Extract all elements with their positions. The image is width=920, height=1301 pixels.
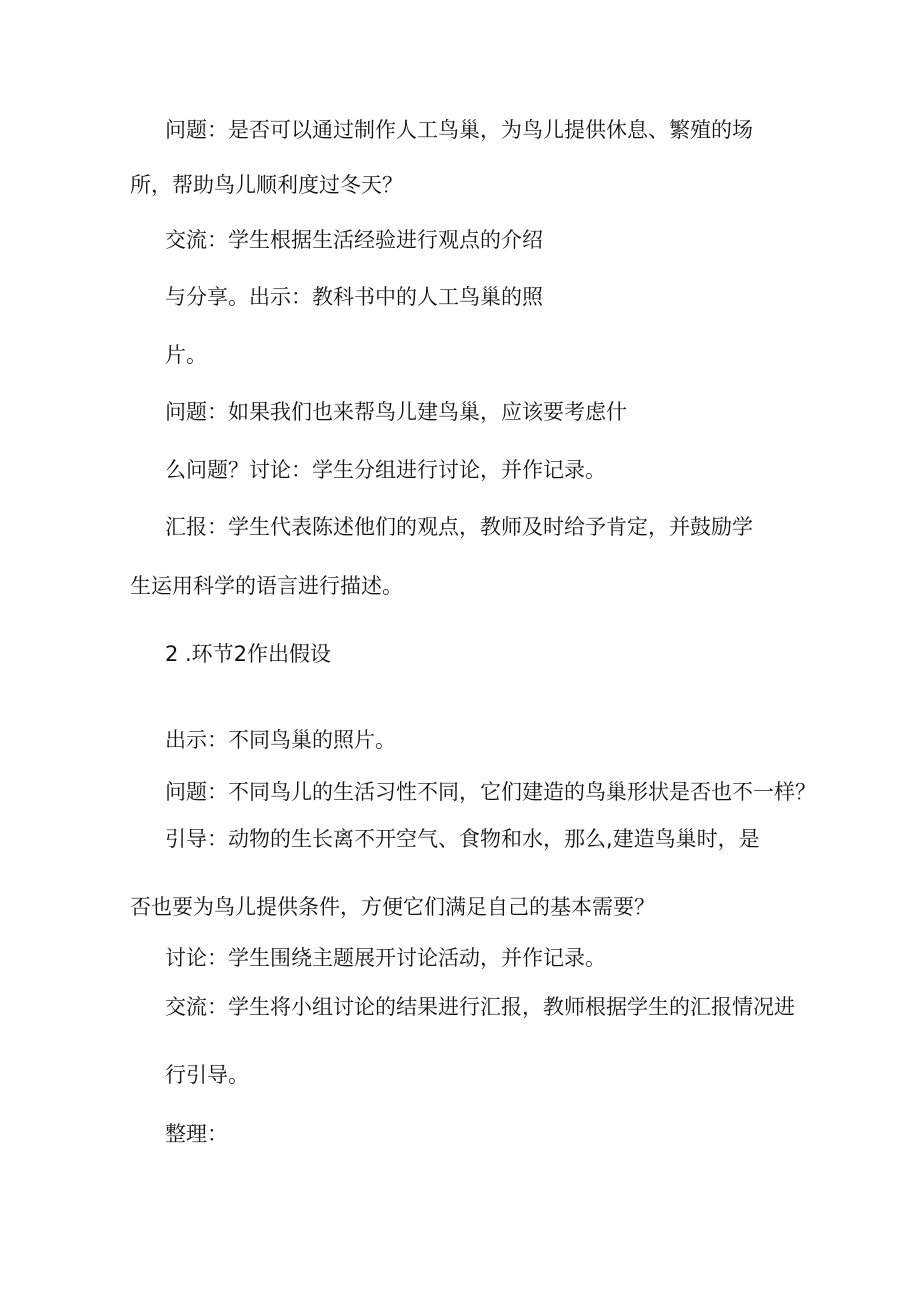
paragraph-line-5: 片。 xyxy=(165,343,207,367)
paragraph-line-17: 整理： xyxy=(165,1122,228,1146)
paragraph-line-13: 否也要为鸟儿提供条件，方便它们满足自己的基本需要？ xyxy=(130,895,655,919)
section-title: .环节2作出假设 xyxy=(185,642,332,666)
paragraph-line-2: 所，帮助鸟儿顺利度过冬天？ xyxy=(130,173,403,197)
paragraph-line-6: 问题：如果我们也来帮鸟儿建鸟巢，应该要考虑什 xyxy=(165,400,627,424)
paragraph-line-7: 么问题？讨论：学生分组进行讨论，并作记录。 xyxy=(165,458,606,482)
paragraph-line-12: 引导：动物的生长离不开空气、食物和水，那么,建造鸟巢时，是 xyxy=(165,827,760,851)
paragraph-line-4: 与分享。出示：教科书中的人工鸟巢的照 xyxy=(165,285,543,309)
paragraph-line-3: 交流：学生根据生活经验进行观点的介绍 xyxy=(165,228,543,252)
section-number: 2 xyxy=(165,642,179,666)
paragraph-line-10: 出示：不同鸟巢的照片。 xyxy=(165,728,396,752)
paragraph-line-16: 行引导。 xyxy=(165,1063,249,1087)
paragraph-line-15: 交流：学生将小组讨论的结果进行汇报，教师根据学生的汇报情况进 xyxy=(165,995,795,1019)
section-heading xyxy=(165,640,331,668)
paragraph-line-9: 生运用科学的语言进行描述。 xyxy=(130,574,403,598)
paragraph-line-8: 汇报：学生代表陈述他们的观点，教师及时给予肯定，并鼓励学 xyxy=(165,515,753,539)
paragraph-line-11: 问题：不同鸟儿的生活习性不同，它们建造的鸟巢形状是否也不一样？ xyxy=(165,780,816,804)
paragraph-line-14: 讨论：学生围绕主题展开讨论活动，并作记录。 xyxy=(165,946,606,970)
paragraph-line-1: 问题：是否可以通过制作人工鸟巢，为鸟儿提供休息、繁殖的场 xyxy=(165,118,753,142)
